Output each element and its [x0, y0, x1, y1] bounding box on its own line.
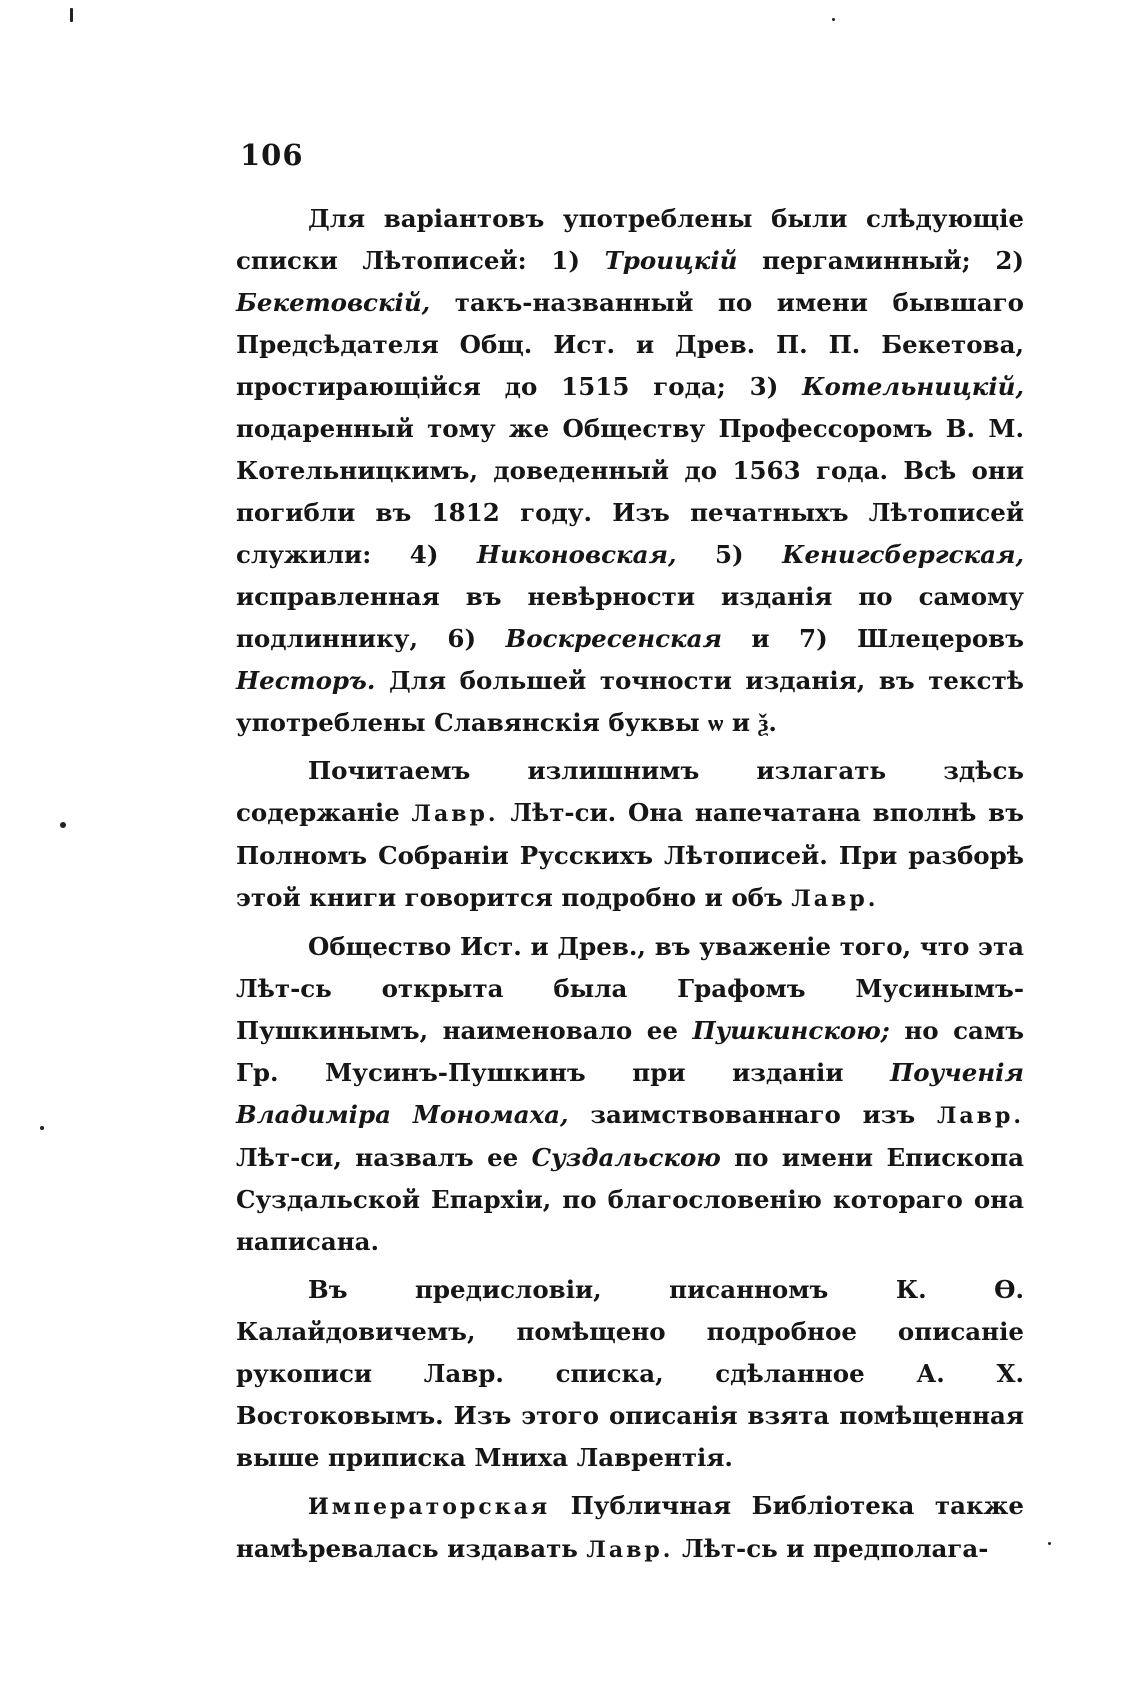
scan-speck — [70, 8, 73, 22]
text-span: подаренный тому же Обществу Профессоромъ В. М. Котельницкимъ, доведенный до 1563 года. Всѣ они погибли въ 1812 году. Изъ печатныхъ Лѣтописей служили: 4) — [236, 414, 1024, 569]
body-text — [236, 198, 1024, 1571]
text-span: и 7) Шлецеровъ — [722, 624, 1024, 653]
scan-speck — [60, 822, 66, 828]
text-span: Лавр. — [586, 1537, 674, 1563]
paragraph-preface — [236, 1269, 1024, 1479]
text-span: Воскресенская — [505, 624, 722, 653]
text-span: Котельницкій, — [802, 372, 1024, 401]
paragraph-sources — [236, 198, 1024, 744]
text-span: исправленная въ невѣрности изданія по самому подлиннику, 6) — [236, 582, 1024, 653]
text-span: Для большей точности изданія, въ текстѣ употреблены Славянскія буквы ѡ и ѯ. — [236, 666, 1024, 737]
text-span: Несторъ. — [236, 666, 376, 695]
text-span: Для варіантовъ употреблены были слѣдующіе списки Лѣтописей: 1) — [236, 204, 1024, 275]
page-number: 106 — [240, 138, 304, 172]
text-span: Никоновская, — [476, 540, 677, 569]
text-span: Лавр. — [791, 886, 879, 912]
text-span: Лавр. — [411, 801, 499, 827]
text-span: Троицкій — [604, 246, 738, 275]
scan-speck — [832, 18, 835, 21]
text-span: Лѣт-си. Она напечатана вполнѣ въ Полномъ Собраніи Русскихъ Лѣтописей. При разборѣ этой книги говорится подробно и объ — [236, 798, 1025, 912]
text-span: заимствованнаго изъ — [568, 1100, 937, 1129]
scan-speck — [1048, 1542, 1051, 1545]
paragraph-library — [236, 1485, 1024, 1571]
text-span: Бекетовскій, — [236, 288, 431, 317]
scan-speck — [40, 1126, 44, 1130]
text-span: Пушкинскою; — [692, 1016, 890, 1045]
text-span: Императорская — [308, 1494, 551, 1520]
text-span: Лѣт-си, назвалъ ее — [236, 1143, 532, 1172]
text-span: пергаминный; 2) — [737, 246, 1024, 275]
text-span: но самъ Гр. Мусинъ-Пушкинъ при изданіи — [236, 1016, 1024, 1087]
text-span: такъ-названный по имени бывшаго Предсѣдателя Общ. Ист. и Древ. П. П. Бекетова, простирающійся до 1515 года; 3) — [236, 288, 1024, 401]
text-span: Кенигсбергская, — [782, 540, 1024, 569]
text-span: Почитаемъ излишнимъ излагать здѣсь содержаніе — [236, 756, 1024, 827]
text-span: Общество Ист. и Древ., въ уваженіе того, что эта Лѣт-сь открыта была Графомъ Мусинымъ-Пушкинымъ, наименовало ее — [236, 932, 1024, 1045]
text-span: 5) — [676, 540, 783, 569]
text-span: Въ предисловіи, писанномъ К. Ѳ. Калайдовичемъ, помѣщено подробное описаніе рукописи Лавр. списка, сдѣланное А. Х. Востоковымъ. Изъ этого описанія взята помѣщенная выше приписка Мниха Лаврентія. — [236, 1275, 1024, 1472]
paragraph-naming — [236, 926, 1024, 1263]
paragraph-contents — [236, 750, 1024, 920]
text-span: Поученія Владиміра Мономаха, — [236, 1058, 1024, 1129]
text-span: Суздальскою — [531, 1143, 721, 1172]
text-span: Лавр. — [936, 1103, 1024, 1129]
text-span: по имени Епископа Суздальской Епархіи, по благословенію котораго она написана. — [236, 1143, 1024, 1256]
text-span: Лѣт-сь и предполага- — [673, 1534, 989, 1563]
text-span: Публичная Библіотека также намѣревалась издавать — [236, 1491, 1024, 1563]
